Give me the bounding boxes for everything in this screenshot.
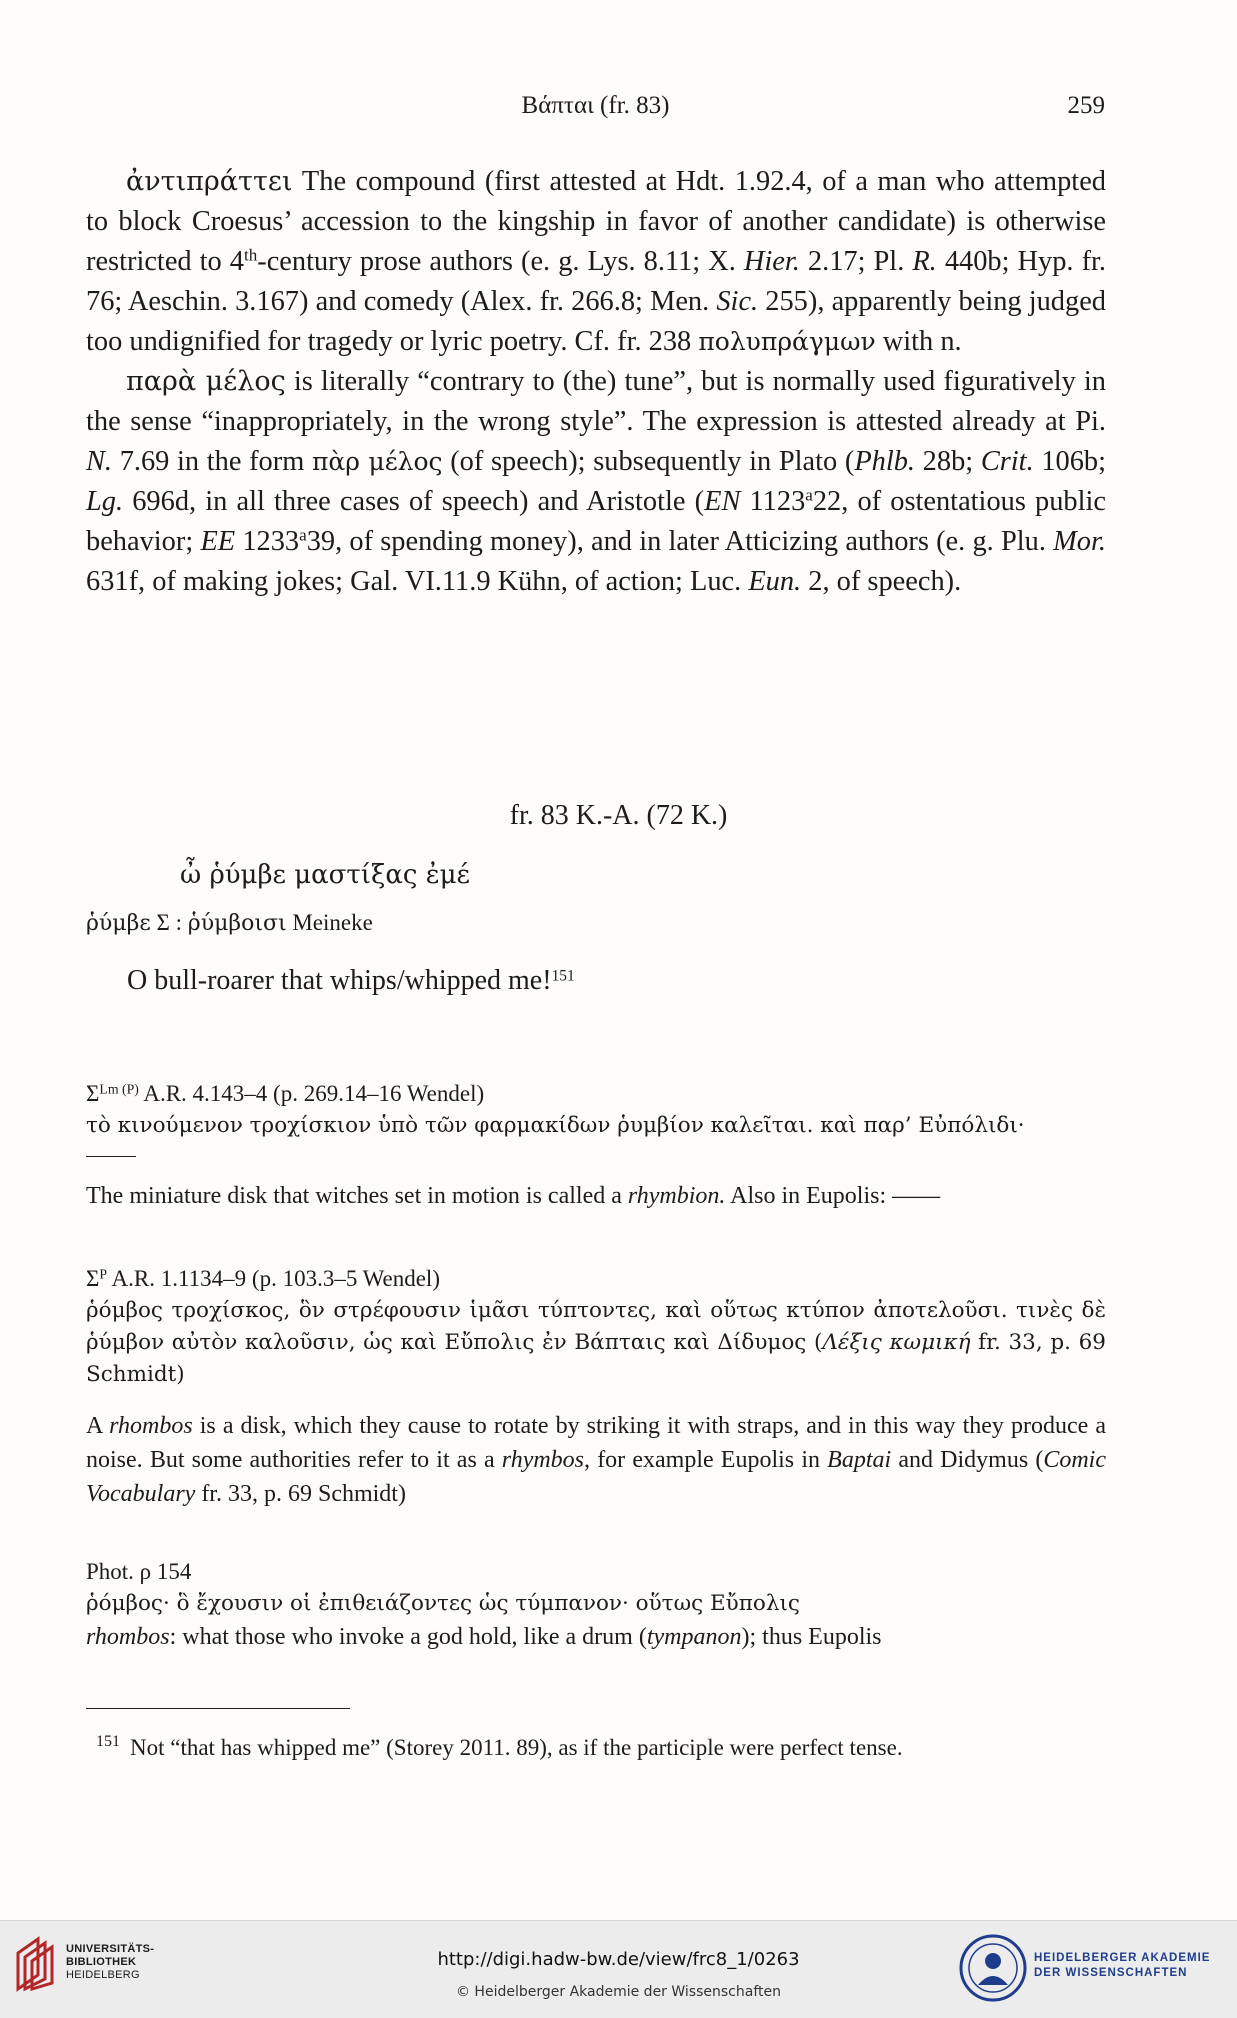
fragment-greek-text: ὦ ῥύμβε μαστίξας ἐμέ [180, 860, 471, 890]
testimonium-photius [86, 1556, 1106, 1654]
testimonium-scholion-4 [86, 1078, 1106, 1213]
commentary-paragraph-antiprattei: ἀντιπράττει The compound (first attested at Hdt. 1.92.4, of a man who attempted to block Croesus’ accession to the kingship in favor of another candidate) is otherwise restricted to 4th-century prose authors (e. g. Lys. 8.11; X. Hier. 2.17; Pl. R. 440b; Hyp. fr. 76; Aeschin. 3.167) and comedy (Alex. fr. 266.8; Men. Sic. 255), apparently being judged too undignified for tragedy or lyric poetry. Cf. fr. 238 πολυπράγμων with n. [86, 166, 1107, 357]
fragment-heading: fr. 83 K.-A. (72 K.) [509, 800, 728, 831]
library-name: UNIVERSITÄTS- BIBLIOTHEK HEIDELBERG [66, 1943, 155, 1981]
lemma: ἀντιπράττει [126, 166, 293, 197]
testimonium-translation: The miniature disk that witches set in motion is called a rhymbion. Also in Eupolis: —— [86, 1183, 941, 1209]
testimonium-source: $\Sigma^{Lm (P)}$ A.R. 4.143–4 (p. 269.14–16 Wendel) [86, 1081, 485, 1106]
commentary-paragraph-para-melos: παρὰ μέλος is literally “contrary to (the) tune”, but is normally used figuratively in the sense “inappropriately, in the wrong style”. The expression is attested already at Pi. N. 7.69 in the form πὰρ μέλος (of speech); subsequently in Plato (Phlb. 28b; Crit. 106b; Lg. 696d, in all three cases of speech) and Aristotle (EN 1123$^a$22, of ostentatious public behavior; EE 1233$^a$39, of spending money), and in later Atticizing authors (e. g. Plu. Mor. 631f, of making jokes; Gal. VI.11.9 Kühn, of action; Luc. Eun. 2, of speech). [86, 366, 1106, 597]
testimonium-source: Phot. ρ 154 [86, 1559, 192, 1584]
running-head [86, 92, 1105, 132]
fragment-translation: O bull-roarer that whips/whipped me!$^{151}$ [127, 965, 575, 996]
lemma: παρὰ μέλος [126, 366, 286, 397]
testimonium-greek: ῥόμβος τροχίσκος, ὃν στρέφουσιν ἱμᾶσι τύπτοντες, καὶ οὕτως κτύπον ἀποτελοῦσι. τινὲς δὲ ῥύμβον αὐτὸν καλοῦσιν, ὡς καὶ Εὔπολις ἐν Βάπταις καὶ Δίδυμος (Λέξις κωμική fr. 33, p. 69 Schmidt) [86, 1298, 1106, 1387]
testimonium-greek: ῥόμβος· ὃ ἔχουσιν οἱ ἐπιθειάζοντες ὡς τύμπανον· οὕτως Εὔπολις [86, 1591, 800, 1616]
lacuna-dash [86, 1156, 136, 1157]
testimonium-greek: τὸ κινούμενον τροχίσκιον ὑπὸ τῶν φαρμακίδων ῥυμβίον καλεῖται. καὶ παρ’ Εὐπόλιδι· [86, 1113, 1025, 1138]
testimonium-scholion-1 [86, 1263, 1106, 1511]
testimonium-translation: A rhombos is a disk, which they cause to rotate by striking it with straps, and in this way they produce a noise. But some authorities refer to it as a rhymbos, for example Eupolis in Baptai and Didymus (Comic Vocabulary fr. 33, p. 69 Schmidt) [86, 1413, 1106, 1507]
footnote-divider [86, 1708, 350, 1709]
commentary [86, 162, 1106, 602]
page-number: 259 [1067, 92, 1105, 119]
academy-seal-icon [958, 1933, 1028, 2003]
running-head-title: Βάπται (fr. 83) [521, 92, 670, 119]
permalink[interactable]: http://digi.hadw-bw.de/view/frc8_1/0263 [437, 1949, 800, 1970]
footnote-ref[interactable]: 151 [551, 967, 575, 985]
copyright-notice: © Heidelberger Akademie der Wissenschaften [455, 1984, 781, 2000]
academy-name: HEIDELBERGER AKADEMIE DER WISSENSCHAFTEN [1034, 1952, 1211, 1979]
viewer-footer [0, 1920, 1237, 2018]
apparatus-criticus: ῥύμβε Σ : ῥύμβοισι Meineke [86, 910, 373, 936]
footnote-number: 151 [96, 1733, 120, 1750]
testimonium-translation: rhombos: what those who invoke a god hold, like a drum (tympanon); thus Eupolis [86, 1624, 882, 1650]
testimonium-source: $\Sigma^P$ A.R. 1.1134–9 (p. 103.3–5 Wendel) [86, 1266, 440, 1291]
footnote-151: $^{151}$ Not “that has whipped me” (Storey 2011. 89), as if the participle were perfect tense. [96, 1733, 903, 1760]
